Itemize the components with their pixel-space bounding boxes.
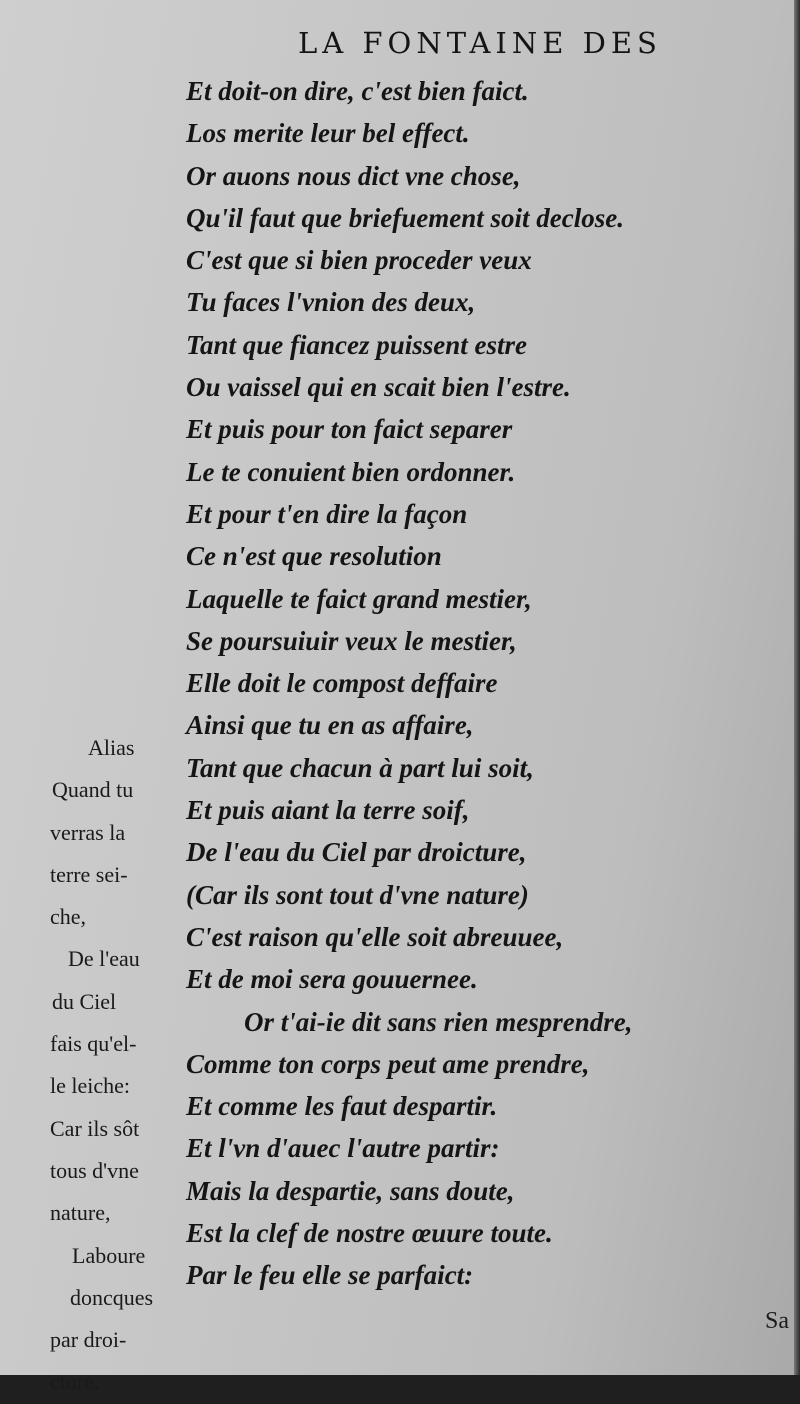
verse-line: Comme ton corps peut ame prendre, bbox=[186, 1048, 590, 1079]
verse-line: Se poursuiuir veux le mestier, bbox=[186, 625, 517, 656]
verse-line: Et l'vn d'auec l'autre partir: bbox=[186, 1133, 500, 1164]
verse-line: (Car ils sont tout d'vne nature) bbox=[186, 879, 529, 910]
verse-line: Qu'il faut que briefuement soit declose. bbox=[186, 202, 624, 233]
verse-line: Et doit-on dire, c'est bien faict. bbox=[186, 76, 529, 106]
margin-note-line: Car ils sôt bbox=[50, 1115, 140, 1141]
margin-note-line: cture. bbox=[50, 1369, 100, 1395]
margin-note-line: du Ciel bbox=[52, 988, 117, 1014]
verse-line: Tant que fiancez puissent estre bbox=[186, 329, 528, 360]
margin-note-line: Laboure bbox=[72, 1242, 146, 1268]
verse-line: Or auons nous dict vne chose, bbox=[186, 160, 521, 191]
margin-note-line: doncques bbox=[70, 1284, 154, 1310]
margin-note-line: tous d'vne bbox=[50, 1157, 139, 1183]
verse-line: Et comme les faut despartir. bbox=[186, 1091, 498, 1122]
verse-line: Tu faces l'vnion des deux, bbox=[186, 287, 476, 318]
margin-note-line: Alias bbox=[88, 735, 135, 760]
verse-line: Ce n'est que resolution bbox=[186, 541, 442, 572]
verse-line: Ainsi que tu en as affaire, bbox=[186, 710, 474, 741]
verse-line: Le te conuient bien ordonner. bbox=[186, 456, 516, 487]
verse-line: Or t'ai-ie dit sans rien mesprendre, bbox=[244, 1006, 633, 1037]
verse-line: C'est raison qu'elle soit abreuuee, bbox=[186, 921, 564, 952]
verse-line: Par le feu elle se parfaict: bbox=[186, 1260, 474, 1291]
verse-line: Elle doit le compost deffaire bbox=[186, 668, 498, 699]
margin-note-line: le leiche: bbox=[50, 1073, 131, 1099]
verse-line: Laquelle te faict grand mestier, bbox=[186, 583, 532, 614]
verse-line: Los merite leur bel effect. bbox=[186, 118, 470, 149]
margin-note-line: Quand tu bbox=[52, 777, 134, 803]
margin-note bbox=[50, 727, 200, 1404]
margin-note-line: fais qu'el- bbox=[50, 1031, 137, 1057]
margin-note-line: nature, bbox=[50, 1200, 111, 1226]
margin-note-line: par droi- bbox=[50, 1327, 127, 1353]
catchword: Sa bbox=[765, 1308, 789, 1334]
margin-note-line: terre sei- bbox=[50, 861, 128, 887]
margin-note-line: che, bbox=[50, 904, 87, 930]
verse-line: Et puis pour ton faict separer bbox=[186, 414, 513, 445]
verse-line: De l'eau du Ciel par droicture, bbox=[186, 837, 527, 868]
running-header: LA FONTAINE DES bbox=[298, 26, 662, 60]
verse-line: Mais la despartie, sans doute, bbox=[186, 1175, 515, 1206]
verse-line: C'est que si bien proceder veux bbox=[186, 245, 532, 276]
verse-line: Ou vaissel qui en scait bien l'estre. bbox=[186, 372, 571, 403]
verse-line: Et puis aiant la terre soif, bbox=[186, 795, 470, 826]
verse-block bbox=[186, 70, 786, 1297]
page-edge-shadow bbox=[794, 0, 800, 1375]
verse-line: Tant que chacun à part lui soit, bbox=[186, 752, 534, 783]
margin-note-line: De l'eau bbox=[68, 946, 140, 972]
verse-line: Et pour t'en dire la façon bbox=[186, 498, 468, 529]
margin-note-line: verras la bbox=[50, 819, 126, 845]
verse-line: Et de moi sera gouuernee. bbox=[186, 964, 478, 995]
verse-line: Est la clef de nostre œuure toute. bbox=[186, 1218, 553, 1249]
